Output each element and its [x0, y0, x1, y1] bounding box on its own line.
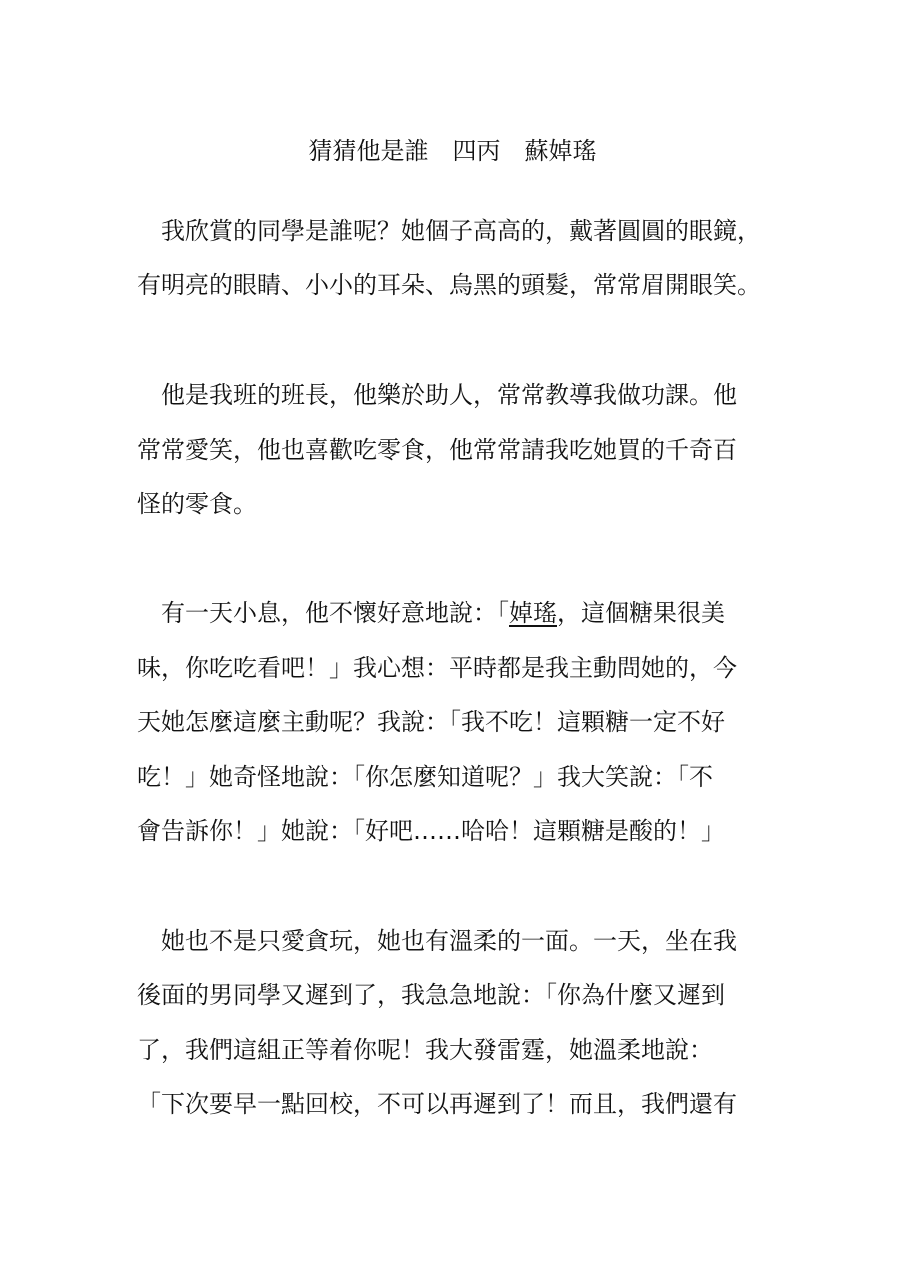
paragraph-3-line-1	[137, 598, 725, 628]
paragraph-3-line-1-pre: 有一天小息，他不懷好意地說：「	[137, 599, 509, 627]
paragraph-3-line-4: 吃！」她奇怪地說：「你怎麼知道呢？」我大笑說：「不	[137, 763, 713, 791]
paragraph-3-line-5: 會告訴你！」她說：「好吧……哈哈！這顆糖是酸的！」	[137, 817, 725, 845]
paragraph-4-line-1: 她也不是只愛貪玩，她也有溫柔的一面。一天，坐在我	[137, 927, 737, 955]
paragraph-2-line-2: 常常愛笑，他也喜歡吃零食，他常常請我吃她買的千奇百	[137, 436, 737, 464]
paragraph-4-line-4: 「下次要早一點回校，不可以再遲到了！而且，我們還有	[137, 1090, 737, 1118]
paragraph-2-line-1: 他是我班的班長，他樂於助人，常常教導我做功課。他	[137, 381, 737, 409]
paragraph-3-line-3: 天她怎麼這麼主動呢？我說：「我不吃！這顆糖一定不好	[137, 708, 725, 736]
essay-title: 猜猜他是誰 四丙 蘇婥瑤	[308, 137, 597, 165]
paragraph-4-line-2: 後面的男同學又遲到了，我急急地說：「你為什麼又遲到	[137, 981, 725, 1009]
paragraph-4-line-3: 了，我們這組正等着你呢！我大發雷霆，她溫柔地說：	[137, 1036, 713, 1064]
paragraph-2-line-3: 怪的零食。	[137, 490, 257, 518]
paragraph-1-line-1: 我欣賞的同學是誰呢？她個子高高的，戴著圓圓的眼鏡，	[137, 217, 761, 245]
underlined-name: 婥瑤	[509, 599, 557, 627]
paragraph-3-line-2: 味，你吃吃看吧！」我心想：平時都是我主動問她的，今	[137, 654, 737, 682]
paragraph-3-line-1-post: ，這個糖果很美	[557, 599, 725, 627]
paragraph-1-line-2: 有明亮的眼睛、小小的耳朵、烏黑的頭髮，常常眉開眼笑。	[137, 271, 761, 299]
